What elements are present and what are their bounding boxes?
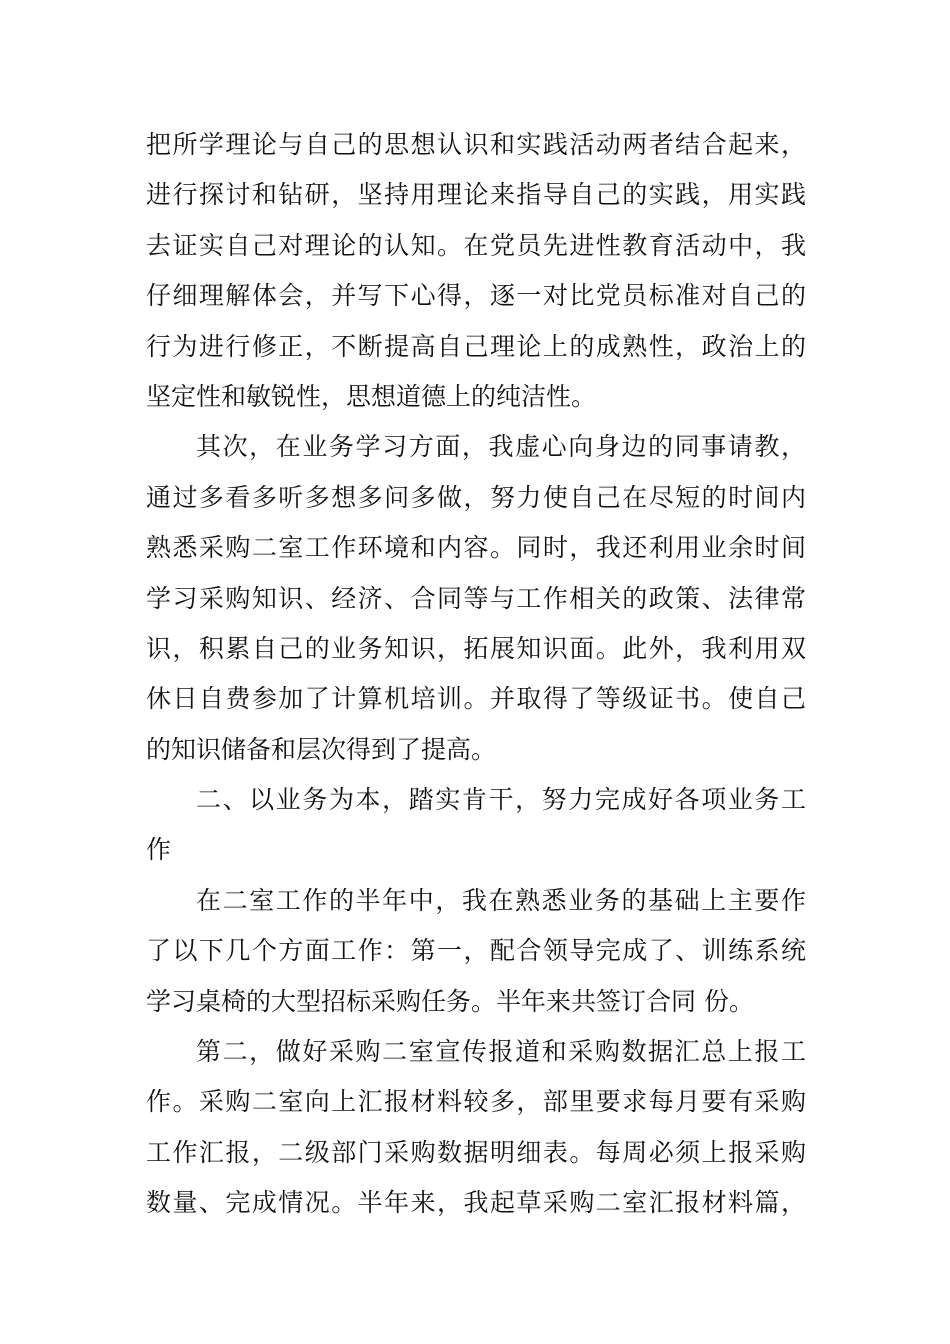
paragraph-line: 学习采购知识、经济、合同等与工作相关的政策、法律常 bbox=[146, 583, 806, 613]
section-heading-2 bbox=[146, 775, 806, 876]
paragraph-line: 工作汇报，二级部门采购数据明细表。每周必须上报采购 bbox=[146, 1137, 806, 1167]
paragraph-line: 去证实自己对理论的认知。在党员先进性教育活动中，我 bbox=[146, 230, 806, 260]
paragraph-line: 学习桌椅的大型招标采购任务。半年来共签订合同 份。 bbox=[146, 986, 754, 1016]
paragraph-line: 仔细理解体会，并写下心得，逐一对比党员标准对自己的 bbox=[146, 281, 806, 311]
document-body bbox=[146, 120, 806, 1229]
paragraph-line: 其次，在业务学习方面，我虚心向身边的同事请教， bbox=[196, 432, 806, 462]
paragraph-line: 通过多看多听多想多问多做，努力使自己在尽短的时间内 bbox=[146, 482, 806, 512]
paragraph-line: 行为进行修正，不断提高自己理论上的成熟性，政治上的 bbox=[146, 331, 806, 361]
paragraph-line: 进行探讨和钻研，坚持用理论来指导自己的实践，用实践 bbox=[146, 180, 806, 210]
paragraph-line: 把所学理论与自己的思想认识和实践活动两者结合起来， bbox=[146, 130, 806, 159]
paragraph-line: 休日自费参加了计算机培训。并取得了等级证书。使自己 bbox=[146, 684, 806, 714]
paragraph-line: 的知识储备和层次得到了提高。 bbox=[146, 734, 497, 764]
paragraph-5 bbox=[146, 1027, 806, 1229]
paragraph-2 bbox=[146, 422, 806, 775]
heading-line: 作 bbox=[146, 835, 172, 865]
paragraph-line: 熟悉采购二室工作环境和内容。同时，我还利用业余时间 bbox=[146, 533, 806, 563]
paragraph-line: 数量、完成情况。半年来，我起草采购二室汇报材料篇， bbox=[146, 1188, 806, 1218]
paragraph-line: 在二室工作的半年中，我在熟悉业务的基础上主要作 bbox=[196, 885, 806, 915]
paragraph-line: 第二，做好采购二室宣传报道和采购数据汇总上报工 bbox=[196, 1037, 806, 1067]
paragraph-line: 了以下几个方面工作：第一，配合领导完成了、训练系统 bbox=[146, 936, 806, 966]
paragraph-line: 坚定性和敏锐性，思想道德上的纯洁性。 bbox=[146, 381, 597, 411]
heading-line: 二、以业务为本，踏实肯干，努力完成好各项业务工 bbox=[196, 785, 806, 815]
paragraph-4 bbox=[146, 876, 806, 1027]
paragraph-line: 识，积累自己的业务知识，拓展知识面。此外，我利用双 bbox=[146, 633, 806, 663]
paragraph-line: 作。采购二室向上汇报材料较多，部里要求每月要有采购 bbox=[146, 1087, 806, 1117]
paragraph-1 bbox=[146, 120, 806, 422]
